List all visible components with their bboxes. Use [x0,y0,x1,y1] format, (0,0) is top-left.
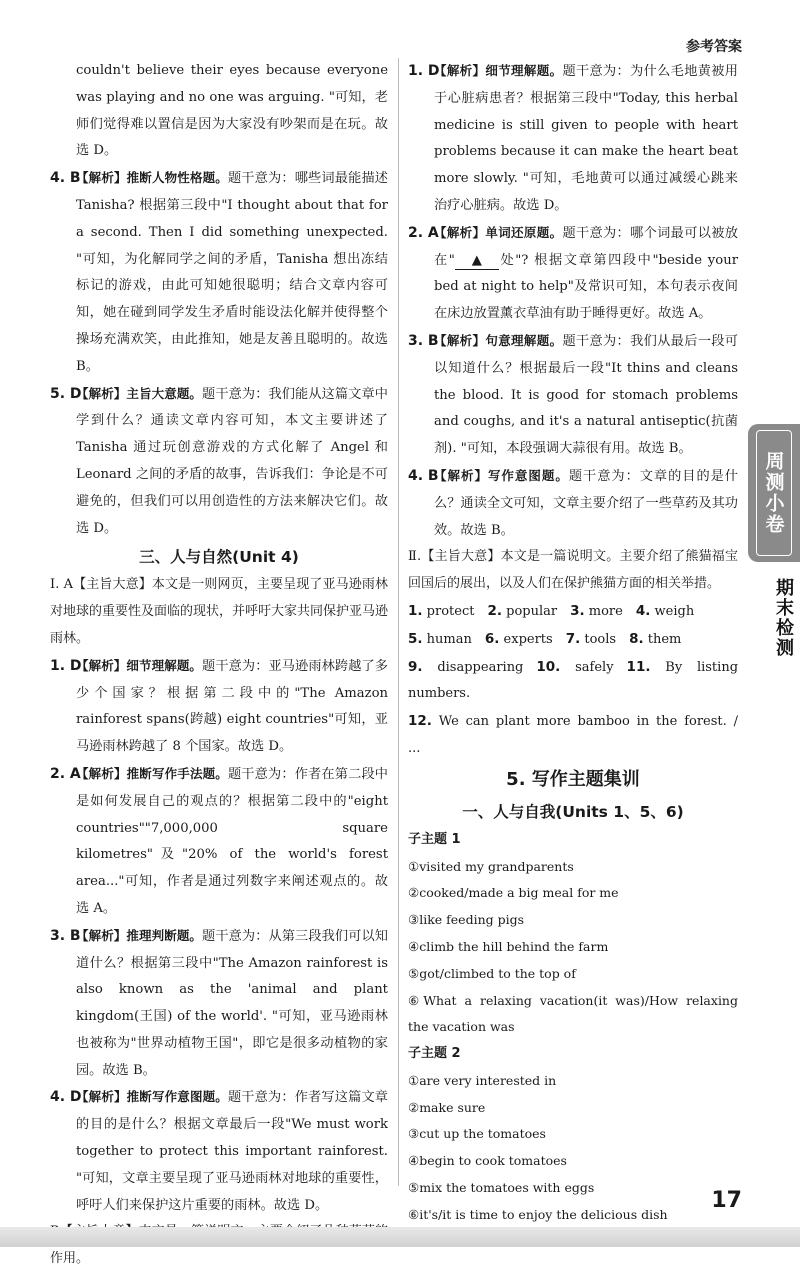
analysis-tag: 【解析】推断人物性格题。 [76,170,228,186]
side-tab-label: 周测小卷 [762,451,785,535]
answer-number: 3. B [50,927,81,944]
header-label: 参考答案 [686,39,742,55]
analysis-tag: 【解析】推断写作意图题。 [76,1089,228,1105]
section-title-unit4: 三、人与自然(Unit 4) [139,548,299,567]
answer-item-b2 [408,220,738,328]
fill-answer-row [408,654,738,709]
fill-answer-number: 4. [635,602,651,619]
answer-body: 题干意为：哪些词最能描述 Tanisha? 根据第三段中"I thought about that for a second. Then I did something unexpected. "可知，为化解同学之间的矛盾，Tanisha 想出冻结标记的游戏，由此可知她很聪明；结合文章内容可知，她在碰到同学发生矛盾时能设法化解并使得整个操场充满欢笑，由此推知，她是友善且聪明的。故选 B。 [76,171,388,374]
continued-answer-text: couldn't believe their eyes because everyone was playing and no one was arguing. "可知，老师们觉得难以置信是因为大家没有吵架而是在玩。故选 D。 [76,63,388,159]
analysis-tag: 【解析】单词还原题。 [434,224,563,240]
answer-number: 1. D [50,657,82,674]
answer-number: 5. D [50,385,82,402]
fill-answer-row [408,708,738,763]
answer-content [76,171,388,374]
analysis-tag: 【解析】写作意图题。 [434,467,569,483]
answer-body-pre: 题干意为：哪个词最可以被放在" [434,225,738,268]
list-item: ④begin to cook tomatoes [408,1153,567,1169]
fill-answer-text: experts [503,631,553,647]
fill-answer-number: 3. [570,602,585,619]
list-item: ④climb the hill behind the farm [408,938,609,954]
analysis-tag: 【解析】句意理解题。 [434,332,563,348]
fill-answer-number: 10. [536,658,561,675]
part-a-summary: Ⅰ. A【主旨大意】本文是一则网页，主要呈现了亚马逊雨林对地球的重要性及面临的现状，并呼吁大家共同保护亚马逊雨林。 [50,577,389,646]
page-number: 17 [711,1188,742,1213]
fill-answer-text: weigh [654,603,695,619]
answer-content [434,226,738,321]
answer-body: 题干意为：我们能从这篇文章中学到什么？通读文章内容可知，本文主要讲述了 Tanisha 通过玩创意游戏的方式化解了 Angel 和 Leonard 之间的矛盾的故事，告诉我们：争论是不可避免的，但我们可以用创造性的方法来解决它们。故选 D。 [76,386,388,536]
analysis-tag: 【解析】推理判断题。 [76,927,203,943]
analysis-tag: 【解析】细节理解题。 [76,657,203,673]
answer-content [76,659,388,754]
analysis-tag: 【解析】细节理解题。 [434,63,563,78]
side-tab-frame [756,430,792,556]
answer-item-a4 [50,1084,388,1219]
part-2-summary: Ⅱ.【主旨大意】本文是一篇说明文。主要介绍了熊猫福宝回国后的展出，以及人们在保护熊猫方面的相关举措。 [408,549,738,592]
answer-number: 3. B [408,332,439,349]
fill-answer-number: 11. [626,658,651,675]
answer-number: 4. D [50,1089,82,1106]
side-label-final-exam: 期末检测 [773,578,794,658]
answer-item-a2 [50,761,388,923]
fill-answer-text: popular [506,603,558,619]
part-b-summary: 作用。 [50,1251,90,1267]
answer-content [76,767,388,916]
fill-answer-text: tools [584,631,617,647]
list-item: ③cut up the tomatoes [408,1126,546,1142]
fill-answer-text: protect [426,603,475,619]
column-divider [398,58,399,1186]
answer-item-a1 [50,653,388,761]
analysis-tag: 【解析】主旨大意题。 [76,385,203,401]
answer-content [76,1090,388,1212]
fill-answer-number: 2. [487,602,502,619]
fill-answer-text: We can plant more bamboo in the forest. / ... [408,714,738,756]
answer-content [76,387,388,536]
fill-answer-number: 1. [408,602,423,619]
left-column [50,58,388,1273]
fill-answer-number: 8. [629,630,644,647]
answer-number: 4. B [408,467,439,484]
fill-in-answers [408,598,738,763]
answer-body: 题干意为：作者写这篇文章的目的是什么？根据文章最后一段"We must work together to protect this important rainforest. "可知，文章主要呈现了亚马逊雨林对地球的重要性，呼吁人们来保护这片重要的雨林。故选 D。 [76,1090,388,1213]
answer-number: 2. A [50,765,81,782]
list-item: ①visited my grandparents [408,858,574,874]
subtopic-2-title: 子主题 2 [408,1046,461,1062]
fill-answer-text: disappearing [437,659,524,675]
fill-answer-text: human [426,631,472,647]
answer-body: 题干意为：亚马逊雨林跨越了多少个国家？根据第二段中的"The Amazon rainforest spans(跨越) eight countries"可知，亚马逊雨林跨越了 8 个国家。故选 D。 [76,658,388,755]
page-bottom-edge [0,1227,800,1247]
answer-item-a3 [50,923,388,1085]
answer-body: 题干意为：为什么毛地黄被用于心脏病患者？根据第三段中"Today, this herbal medicine is still given to people with heart problems because it can make the heart beat more slowly. "可知，毛地黄可以通过减缓心跳来治疗心脏病。故选 D。 [434,64,738,213]
fill-answer-row [408,626,738,654]
list-item: ②make sure [408,1099,486,1115]
fill-answer-text: more [588,603,623,619]
subtopic-1-list [408,854,738,1042]
answer-content [434,64,738,213]
fill-answer-text: them [647,631,682,647]
section-title-writing: 5. 写作主题集训 [506,768,640,790]
answer-item-b3 [408,328,738,463]
answer-content [434,469,738,538]
analysis-tag: 【解析】推断写作手法题。 [76,765,228,781]
blank-triangle-icon: ▲ [455,253,499,270]
list-item: ⑥it's/it is time to enjoy the delicious dish [408,1206,668,1222]
subtopic-2-list [408,1068,738,1229]
fill-answer-number: 5. [408,630,423,647]
section-subtitle-units: 一、人与自我(Units 1、5、6) [462,802,684,821]
subtopic-1-title: 子主题 1 [408,831,461,847]
answer-body: 题干意为：作者在第二段中是如何发展自己的观点的？根据第二段中的"eight countries""7,000,000 square kilometres"及"20% of the world's forest area..."可知，作者是通过列数字来阐述观点的。故选 A。 [76,766,388,916]
fill-answer-number: 7. [565,630,581,647]
answer-item-b4 [408,463,738,544]
fill-answer-number: 6. [484,630,500,647]
answer-number: 2. A [408,224,439,241]
answer-number: 4. B [50,170,81,187]
answer-body: 题干意为：从第三段我们可以知道什么？根据第三段中"The Amazon rainforest is also known as the 'animal and plant kingdom(王国) of the world'. "可知，亚马逊雨林也被称为"世界动植物王国"，即它是很多动植物的家园。故选 B。 [76,928,388,1078]
answer-item-4 [50,165,388,380]
right-column [408,58,738,1229]
fill-answer-text: safely [575,659,614,675]
fill-answer-number: 12. [408,713,432,730]
side-tab [748,424,800,562]
answer-body: 题干意为：我们从最后一段可以知道什么？根据最后一段"It thins and cleans the blood. It is good for stomach problems and coughs, and it's a natural antiseptic(抗菌剂). "可知，本段强调大蒜很有用。故选 B。 [434,333,738,457]
list-item: ②cooked/made a big meal for me [408,885,619,901]
answer-content [434,334,738,456]
fill-answer-number: 9. [408,658,423,675]
list-item: ①are very interested in [408,1072,557,1088]
answer-number: 1. D [408,63,440,79]
list-item: ③like feeding pigs [408,912,525,928]
fill-answer-text: By listing numbers. [408,659,739,702]
fill-answer-row [408,598,738,626]
list-item: ⑤got/climbed to the top of [408,965,576,981]
answer-content [76,929,388,1078]
list-item: ⑥What a relaxing vacation(it was)/How relaxing the vacation was [408,992,738,1035]
answer-body: 题干意为：文章的目的是什么？通读全文可知，文章主要介绍了一些草药及其功效。故选 B。 [434,468,738,538]
answer-body-post: 处"? 根据文章第四段中"beside your bed at night to help"及常识可知，本句表示夜间在床边放置薰衣草油有助于睡得更好。故选 A。 [434,252,738,322]
list-item: ⑤mix the tomatoes with eggs [408,1180,595,1196]
answer-item-5 [50,381,388,543]
answer-item-b1 [408,58,738,220]
